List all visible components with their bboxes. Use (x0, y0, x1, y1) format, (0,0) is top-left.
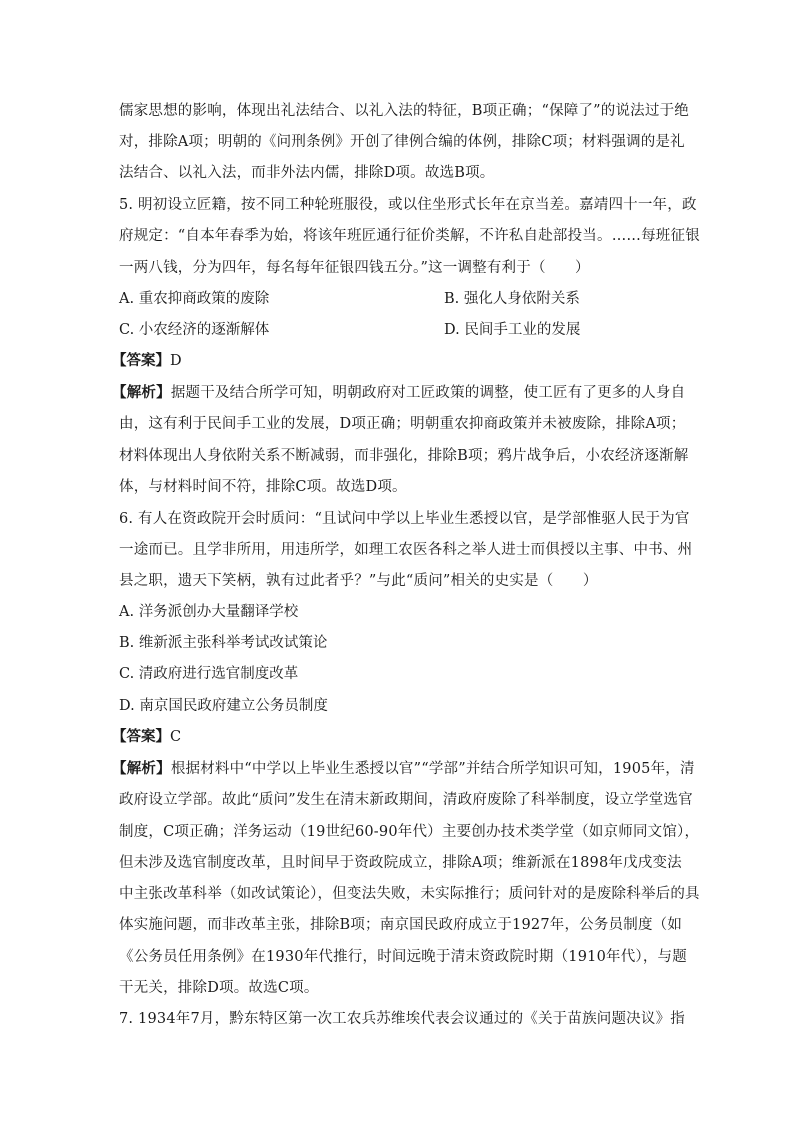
q5-stem-line: 一两八钱，分为四年，每名每年征银四钱五分。”这一调整有利于（ ） (119, 260, 590, 276)
q6-analysis-line: 干无关，排除D项。故选C项。 (119, 980, 319, 996)
analysis-label: 【解析】 (112, 760, 171, 777)
q4-analysis-line: 儒家思想的影响，体现出礼法结合、以礼入法的特征，B项正确；“保障了”的说法过于绝 (119, 103, 689, 119)
q6-analysis-line: 政府设立学部。故此“质问”发生在清末新政期间，清政府废除了科举制度，设立学堂选官 (119, 792, 693, 808)
q6-stem-line: 一途而已。且学非所用，用违所学，如理工农医各科之举人进士而俱授以主事、中书、州 (119, 542, 693, 558)
answer-value: C (170, 729, 182, 745)
q6-analysis-line: 制度，C项正确；洋务运动（19世纪60-90年代）主要创办技术类学堂（如京师同文馆）， (119, 824, 700, 840)
q5-option-d: D. 民间手工业的发展 (444, 322, 581, 338)
q5-analysis-line: 材料体现出人身依附关系不断减弱，而非强化，排除B项；鸦片战争后，小农经济逐渐解 (119, 448, 689, 464)
q5-answer (112, 351, 182, 371)
answer-label: 【答案】 (112, 728, 170, 745)
q6-analysis-line: 体实施问题，而非改革主张，排除B项；南京国民政府成立于1927年，公务员制度（如 (119, 917, 683, 933)
q6-analysis-line (112, 759, 695, 779)
q5-option-b: B. 强化人身依附关系 (444, 291, 580, 307)
analysis-text: 据题干及结合所学可知，明朝政府对工匠政策的调整，使工匠有了更多的人身自 (170, 385, 686, 401)
q5-option-c: C. 小农经济的逐渐解体 (119, 322, 270, 338)
q5-option-a: A. 重农抑商政策的废除 (119, 291, 270, 307)
q6-analysis-line: 但未涉及选官制度改革，且时间早于资政院成立，排除A项；维新派在1898年戊戌变法 (119, 855, 682, 871)
q5-analysis-line (112, 383, 686, 403)
q6-option-a: A. 洋务派创办大量翻译学校 (119, 604, 299, 620)
q4-analysis-line: 法结合、以礼入法，而非外法内儒，排除D项。故选B项。 (119, 165, 495, 181)
answer-value: D (170, 353, 182, 369)
q6-stem-line: 6. 有人在资政院开会时质问：“且试问中学以上毕业生悉授以官，是学部惟驱人民于为官 (119, 511, 690, 527)
answer-label: 【答案】 (112, 352, 170, 369)
analysis-label: 【解析】 (112, 384, 171, 401)
q7-stem-line: 7. 1934年7月，黔东特区第一次工农兵苏维埃代表会议通过的《关于苗族问题决议》指 (119, 1011, 685, 1027)
analysis-text: 根据材料中“中学以上毕业生悉授以官”“学部”并结合所学知识可知，1905年，清 (170, 761, 695, 777)
q5-analysis-line: 由，这有利于民间手工业的发展，D项正确；明朝重农抑商政策并未被废除，排除A项； (119, 416, 686, 432)
q6-option-d: D. 南京国民政府建立公务员制度 (119, 698, 328, 714)
q6-option-b: B. 维新派主张科举考试改试策论 (119, 635, 328, 651)
q5-analysis-line: 体，与材料时间不符，排除C项。故选D项。 (119, 479, 407, 495)
q5-stem-line: 5. 明初设立匠籍，按不同工种轮班服役，或以住坐形式长年在京当差。嘉靖四十一年，政 (119, 197, 697, 213)
q5-stem-line: 府规定：“自本年春季为始，将该年班匠通行征价类解，不许私自赴部投当。……每班征银 (119, 228, 700, 244)
q6-stem-line: 县之职，遗天下笑柄，孰有过此者乎？”与此“质问”相关的史实是（ ） (119, 573, 598, 589)
q6-analysis-line: 中主张改革科举（如改试策论），但变法失败，未实际推行；质问针对的是废除科举后的具 (119, 886, 700, 902)
q6-answer (112, 727, 181, 747)
q4-analysis-line: 对，排除A项；明朝的《问刑条例》开创了律例合编的体例，排除C项；材料强调的是礼 (119, 134, 685, 150)
q6-option-c: C. 清政府进行选官制度改革 (119, 666, 299, 682)
q6-analysis-line: 《公务员任用条例》在1930年代推行，时间远晚于清末资政院时期（1910年代），与题 (119, 949, 687, 965)
